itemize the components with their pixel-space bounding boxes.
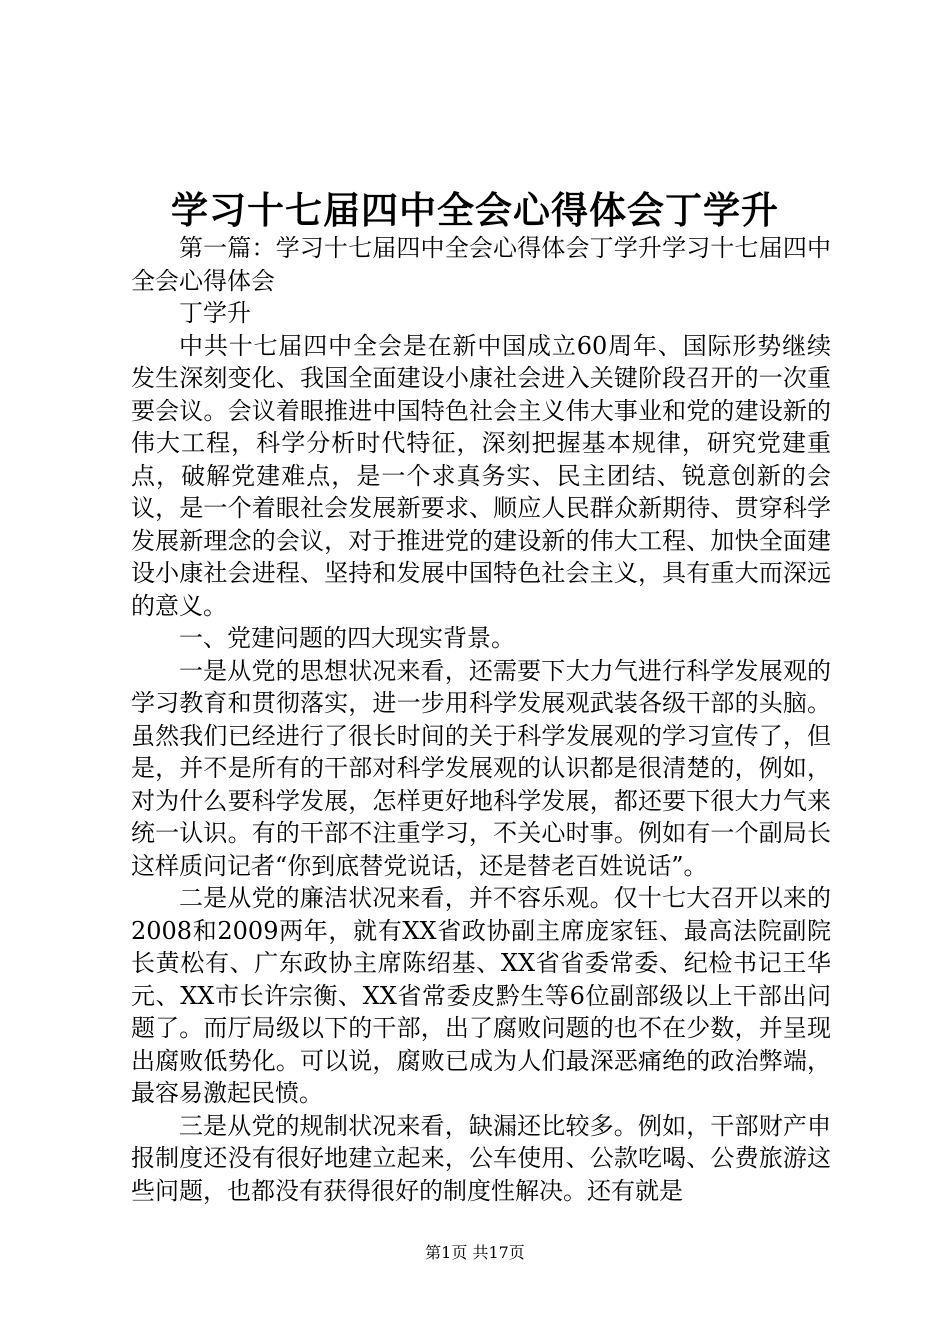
paragraph-intro: 中共十七届四中全会是在新中国成立60周年、国际形势继续发生深刻变化、我国全面建设小康社会进入关键阶段召开的一次重要会议。会议着眼推进中国特色社会主义伟大事业和党的建设新的伟大工程，科学分析时代特征，深刻把握基本规律，研究党建重点，破解党建难点，是一个求真务实、民主团结、锐意创新的会议，是一个着眼社会发展新要求、顺应人民群众新期待、贯穿科学发展新理念的会议，对于推进党的建设新的伟大工程、加快全面建设小康社会进程、坚持和发展中国特色社会主义，具有重大而深远的意义。 <box>131 331 831 620</box>
paragraph-point-two: 二是从党的廉洁状况来看，并不容乐观。仅十七大召开以来的2008和2009两年，就有XX省政协副主席庞家钰、最高法院副院长黄松有、广东政协主席陈绍基、XX省省委常委、纪检书记王华元、XX市长许宗衡、XX省常委皮黔生等6位副部级以上干部出问题了。而厅局级以下的干部，出了腐败问题的也不在少数，并呈现出腐败低势化。可以说，腐败已成为人们最深恶痛绝的政治弊端，最容易激起民愤。 <box>131 884 831 1107</box>
document-body <box>131 232 831 1207</box>
paragraph-section-heading: 一、党建问题的四大现实背景。 <box>179 624 515 652</box>
paragraph-point-three: 三是从党的规制状况来看，缺漏还比较多。例如，干部财产申报制度还没有很好地建立起来，公车使用、公款吃喝、公费旅游这些问题，也都没有获得很好的制度性解决。还有就是 <box>131 1111 831 1205</box>
paragraph-author: 丁学升 <box>179 299 251 327</box>
document-title: 学习十七届四中全会心得体会丁学升 <box>171 188 779 232</box>
paragraph-point-one: 一是从党的思想状况来看，还需要下大力气进行科学发展观的学习教育和贯彻落实，进一步用科学发展观武装各级干部的头脑。虽然我们已经进行了很长时间的关于科学发展观的学习宣传了，但是，并不是所有的干部对科学发展观的认识都是很清楚的，例如，对为什么要科学发展，怎样更好地科学发展，都还要下很大力气来统一认识。有的干部不注重学习，不关心时事。例如有一个副局长这样质问记者“你到底替党说话，还是替老百姓说话”。 <box>131 656 831 880</box>
paragraph-heading: 第一篇：学习十七届四中全会心得体会丁学升学习十七届四中全会心得体会 <box>131 234 831 295</box>
page-number-footer: 第1页 共17页 <box>425 1243 525 1262</box>
